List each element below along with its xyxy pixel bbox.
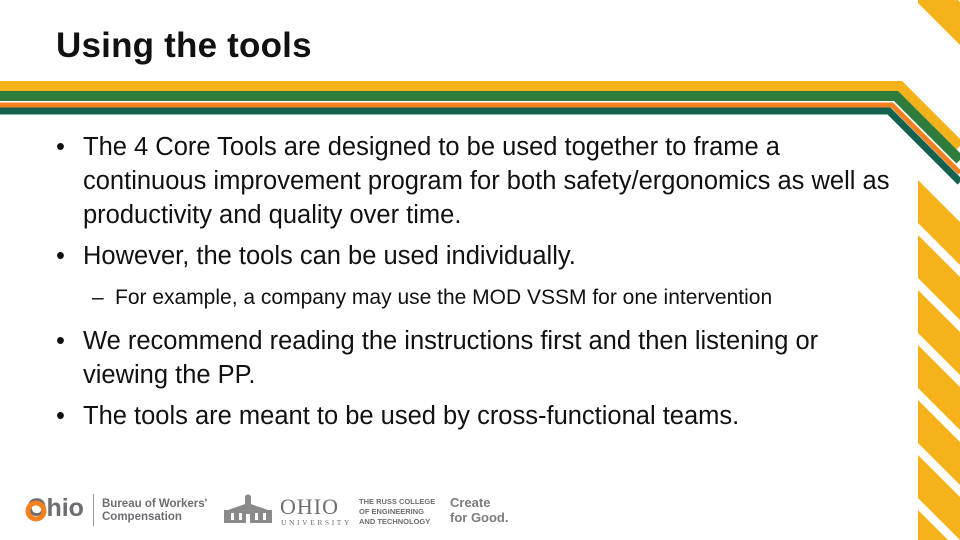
- bullet-text: However, the tools can be used individually.: [83, 242, 576, 270]
- footer-logos: [25, 492, 545, 532]
- bullet-item: [56, 239, 906, 273]
- bullet-symbol: •: [56, 402, 65, 430]
- russ-college-line2: OF ENGINEERING: [359, 507, 425, 516]
- ohio-bwc-wordmark: Ohio: [27, 494, 84, 522]
- ohio-university-subtitle: UNIVERSITY: [281, 518, 352, 527]
- bullet-list: [56, 130, 906, 440]
- logo-divider: [93, 494, 94, 526]
- sub-bullet-text: For example, a company may use the MOD VSSM for one intervention: [115, 286, 773, 309]
- ohio-o-mark-icon: [25, 500, 47, 522]
- bullet-symbol: •: [56, 242, 65, 270]
- ohio-university-wordmark: OHIO: [280, 494, 339, 519]
- bullet-item: [56, 130, 906, 232]
- russ-college-line1: THE RUSS COLLEGE: [359, 497, 436, 506]
- bullet-text: We recommend reading the instructions first and then listening or viewing the PP.: [83, 327, 819, 389]
- cutler-hall-icon: [222, 494, 274, 526]
- russ-college-line3: AND TECHNOLOGY: [359, 517, 431, 526]
- sub-bullet-symbol: –: [92, 286, 104, 309]
- bullet-symbol: •: [56, 327, 65, 355]
- sub-bullet-item: [92, 283, 906, 312]
- slide-title: Using the tools: [56, 26, 312, 65]
- bullet-text: The tools are meant to be used by cross-functional teams.: [83, 402, 740, 430]
- bullet-item: [56, 399, 906, 433]
- create-line2: for Good.: [450, 510, 509, 525]
- bullet-text: The 4 Core Tools are designed to be used together to frame a continuous improvement program for both safety/ergonomics as well as productivity and quality over time.: [83, 133, 890, 229]
- create-line1: Create: [450, 495, 491, 510]
- bullet-item: [56, 324, 906, 392]
- ohio-bwc-line2: Compensation: [102, 511, 182, 523]
- ohio-bwc-line1: Bureau of Workers': [102, 498, 208, 510]
- bullet-symbol: •: [56, 133, 65, 161]
- right-edge-stripes: [918, 0, 960, 540]
